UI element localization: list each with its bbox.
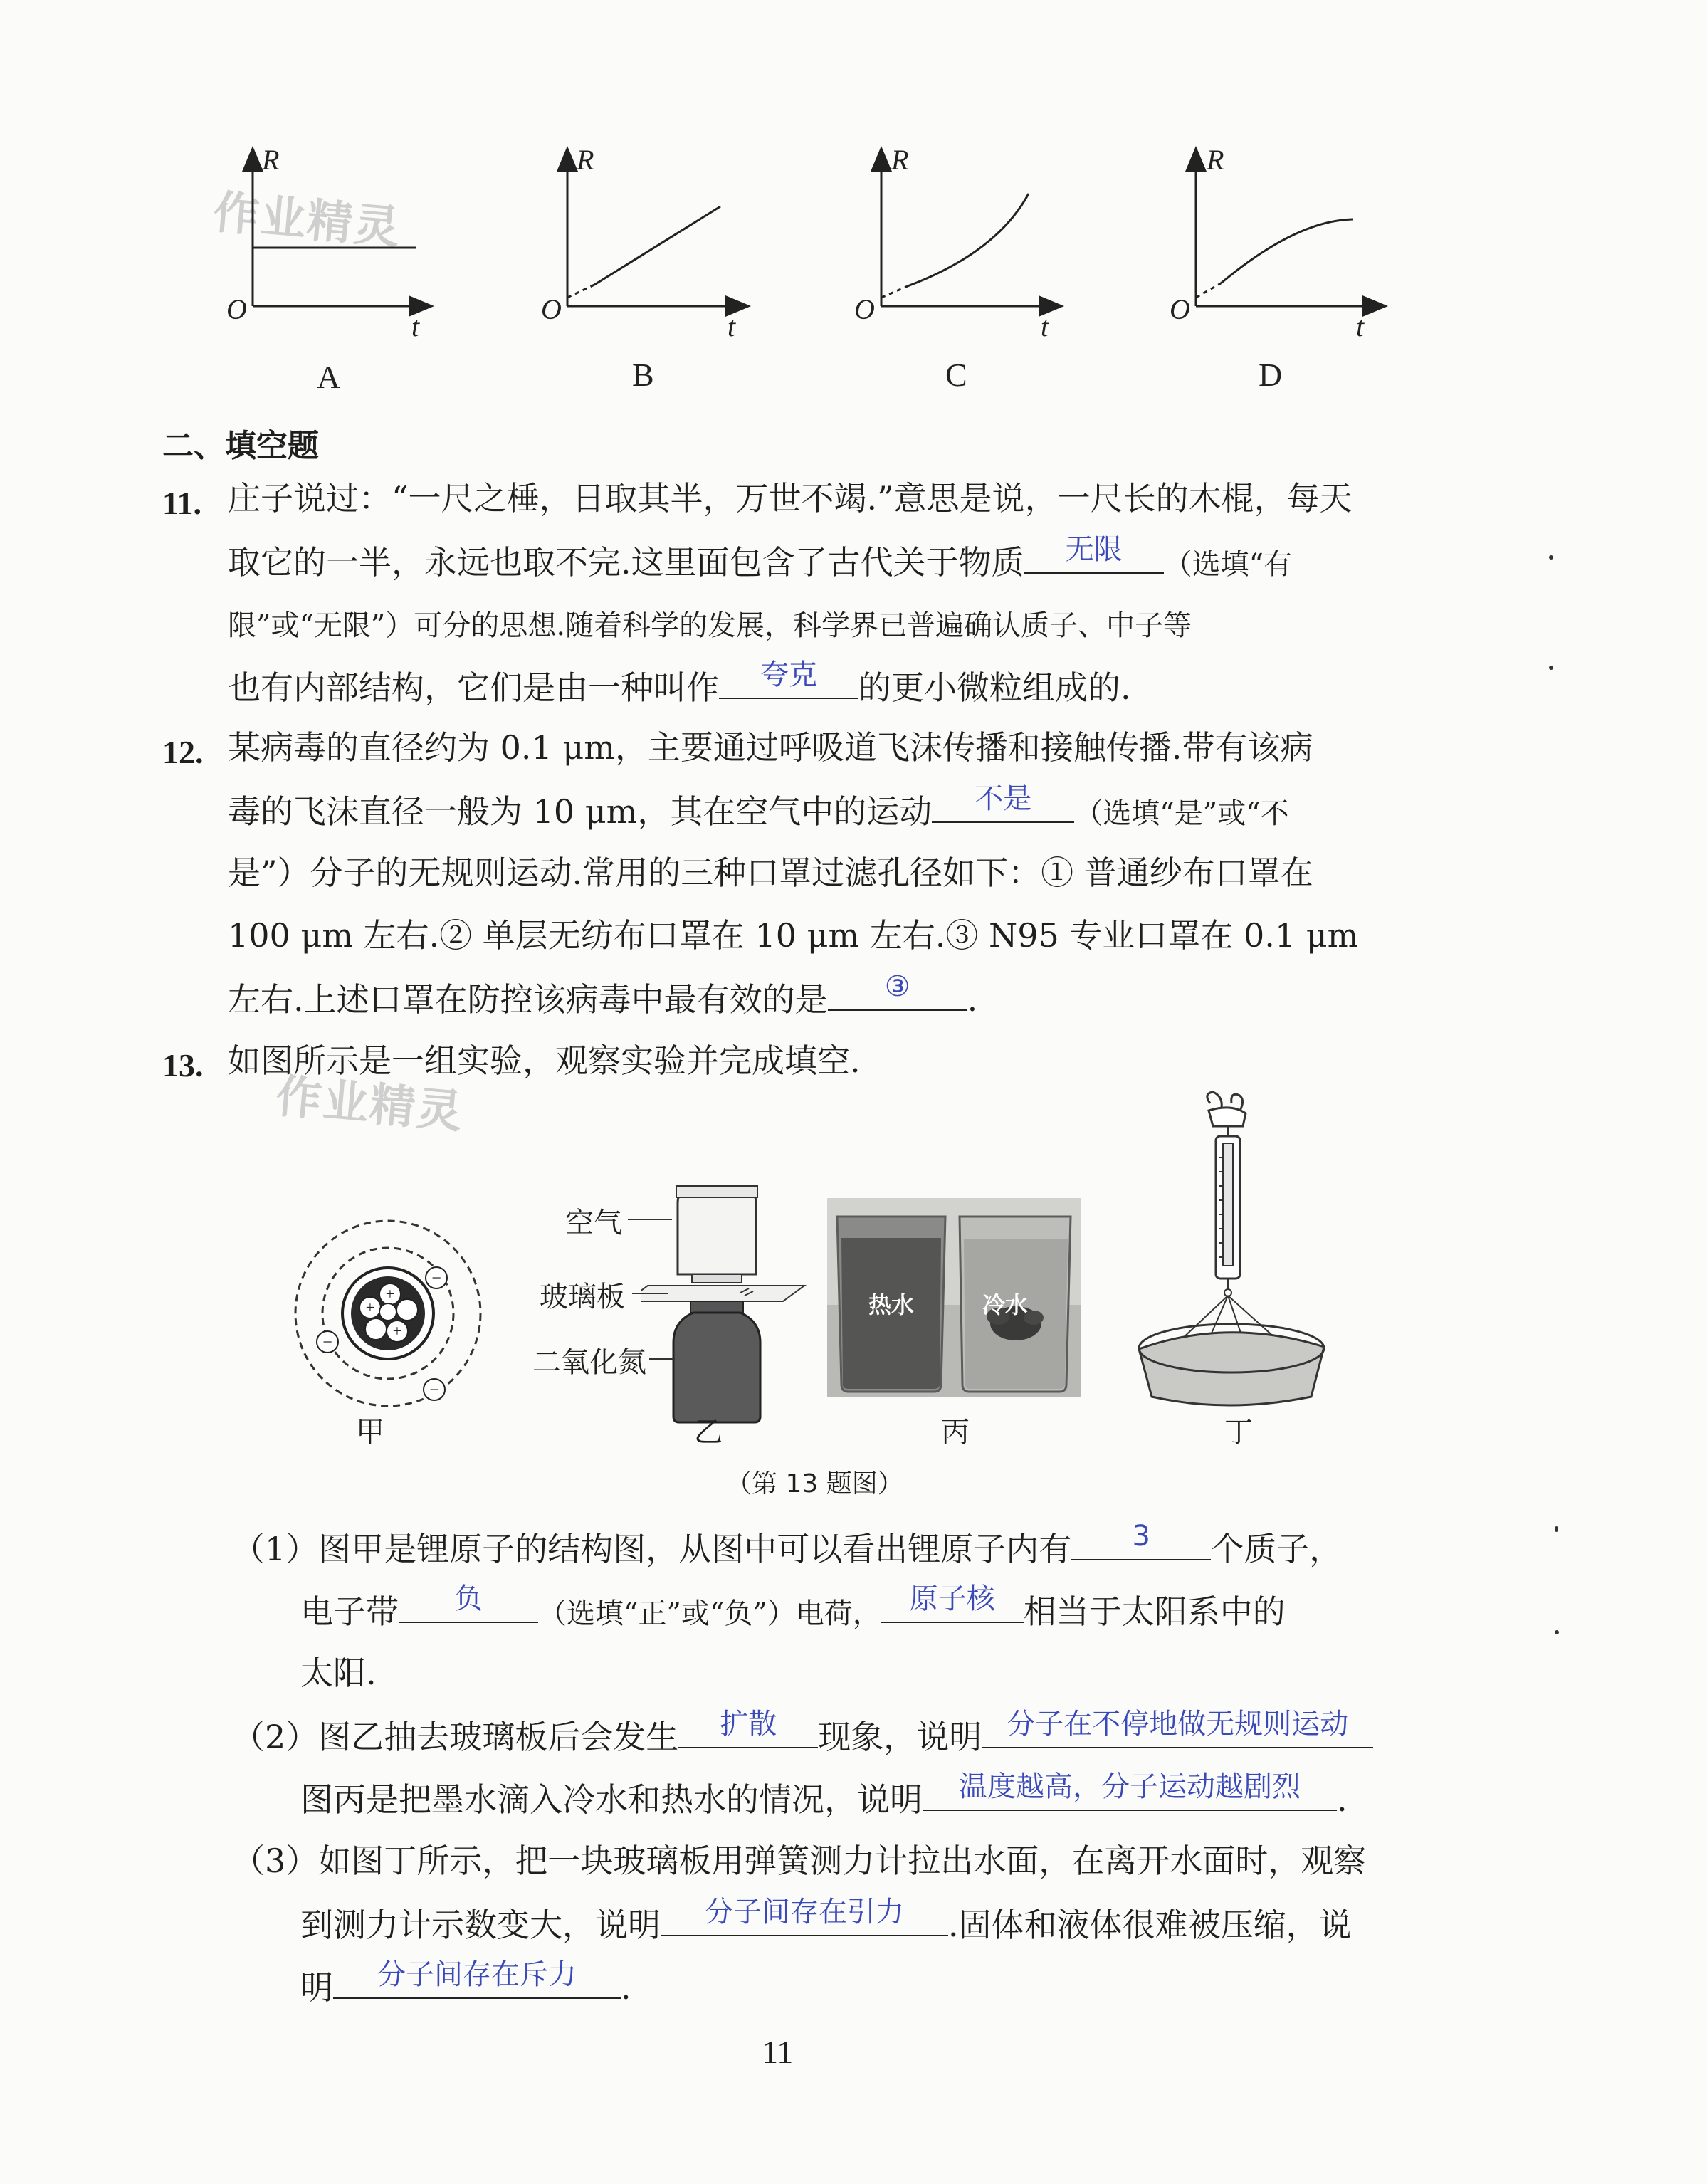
figure-bottles	[641, 1160, 812, 1424]
fig-name-jia: 甲	[356, 1416, 384, 1449]
graph-label-b: B	[632, 357, 654, 393]
figure-spring-scale	[1125, 1089, 1338, 1431]
q13-p1-blank-1[interactable]	[1071, 1516, 1211, 1560]
q13-p3-text-2b: .固体和液体很难被压缩，说	[948, 1906, 1352, 1944]
q12-line-3: 是”）分子的无规则运动.常用的三种口罩过滤孔径如下：① 普通纱布口罩在	[228, 854, 1313, 892]
q13-p1-line-2	[300, 1579, 1286, 1645]
svg-text:−: −	[431, 1269, 441, 1288]
q13-p2-answer-2: 分子在不停地做无规则运动	[1007, 1708, 1349, 1741]
q13-p1-answer-3: 原子核	[909, 1582, 995, 1615]
q12-line-1: 某病毒的直径约为 0.1 μm，主要通过呼吸道飞沫传播和接触传播.带有该病	[228, 728, 1313, 767]
leader-glass	[632, 1293, 668, 1294]
fig-name-bing: 丙	[941, 1416, 970, 1449]
q13-p3-line-2	[300, 1892, 1352, 1956]
q13-p1-blank-2[interactable]	[399, 1579, 538, 1623]
graph-b	[541, 144, 740, 342]
q12-line-4: 100 μm 左右.② 单层无纺布口罩在 10 μm 左右.③ N95 专业口罩在 0.1 μm	[228, 916, 1359, 955]
q13-p1-text-2c: 相当于太阳系中的	[1023, 1592, 1286, 1631]
label-cold: 冷水	[982, 1291, 1029, 1318]
graph-label-a: A	[317, 359, 341, 395]
q13-p3-text-2a: 到测力计示数变大，说明	[300, 1906, 661, 1944]
q11-blank-2[interactable]	[719, 655, 858, 699]
q11-text-3: 限”或“无限”）可分的思想.随着科学的发展，科学界已普遍确认质子、中子等	[228, 609, 1192, 642]
q12-line-5	[228, 967, 977, 1031]
q13-stem: 如图所示是一组实验，观察实验并完成填空.	[228, 1041, 861, 1080]
label-no2: 二氧化氮	[532, 1346, 646, 1379]
q11-text-4a: 也有内部结构，它们是由一种叫作	[228, 668, 719, 707]
graph-b-r: R	[577, 144, 594, 176]
svg-text:−: −	[429, 1381, 439, 1400]
leader-no2	[649, 1358, 675, 1360]
q11-number: 11.	[162, 485, 201, 521]
q13-p2-answer-3: 温度越高，分子运动越剧烈	[959, 1770, 1301, 1803]
q13-p3-blank-2[interactable]	[333, 1955, 621, 1999]
margin-dot	[1549, 666, 1553, 670]
q12-text-5b: .	[967, 980, 978, 1019]
q13-p3-text-3b: .	[621, 1968, 631, 2007]
svg-text:+: +	[385, 1285, 395, 1303]
q13-p1-text-2a: 电子带	[300, 1592, 399, 1631]
q13-p1-text-1b: 个质子，	[1211, 1530, 1343, 1568]
fig-name-yi: 乙	[694, 1416, 723, 1449]
q13-p2-blank-2[interactable]	[982, 1704, 1373, 1748]
graph-b-t: t	[728, 310, 736, 342]
q13-p3-answer-1: 分子间存在引力	[705, 1896, 904, 1928]
watermark-top: 作业精灵	[211, 186, 404, 256]
graph-a-t: t	[411, 310, 420, 342]
label-air: 空气	[565, 1207, 622, 1239]
q12-line-2	[228, 779, 1289, 845]
label-hot: 热水	[868, 1291, 915, 1318]
page-number: 11	[762, 2034, 794, 2070]
q13-p1-text-1a: （1）图甲是锂原子的结构图，从图中可以看出锂原子内有	[232, 1530, 1072, 1568]
graph-c-curve	[908, 194, 1029, 286]
q11-answer-1: 无限	[1065, 533, 1123, 566]
figure-beakers	[827, 1198, 1081, 1397]
q12-blank-2[interactable]	[828, 967, 967, 1011]
q13-p2-answer-1: 扩散	[720, 1708, 777, 1741]
q13-p1-text-2b: （选填“正”或“负”）电荷，	[538, 1597, 881, 1630]
graph-d-curve	[1221, 219, 1353, 283]
leader-air	[628, 1219, 672, 1220]
q11-text-2a: 取它的一半，永远也取不完.这里面包含了古代关于物质	[228, 543, 1024, 582]
q11-blank-1[interactable]	[1024, 530, 1164, 574]
q13-p3-answer-2: 分子间存在斥力	[377, 1958, 577, 1991]
q13-p2-text-1a: （2）图乙抽去玻璃板后会发生	[232, 1718, 679, 1756]
margin-dot	[1555, 1526, 1558, 1532]
q11-text-4b: 的更小微粒组成的.	[858, 668, 1131, 707]
q12-blank-1[interactable]	[932, 779, 1074, 823]
graph-label-d: D	[1259, 357, 1283, 393]
q12-number: 12.	[162, 734, 204, 770]
graph-a-r: R	[262, 144, 280, 176]
q13-p2-text-2b: .	[1337, 1780, 1348, 1819]
svg-text:−: −	[322, 1333, 332, 1352]
q11-answer-2: 夸克	[760, 658, 817, 691]
svg-text:+: +	[392, 1322, 402, 1340]
graph-a	[226, 144, 424, 342]
graph-a-o: O	[226, 293, 247, 325]
q12-answer-2: ③	[884, 970, 910, 1003]
q13-p3-line-3	[300, 1955, 631, 2019]
label-glass: 玻璃板	[540, 1281, 625, 1313]
figure-caption: （第 13 题图）	[726, 1469, 903, 1498]
q11-line-1: 庄子说过：“一尺之棰，日取其半，万世不竭.”意思是说，一尺长的木棍，每天	[228, 479, 1353, 518]
graph-d-o: O	[1170, 293, 1190, 325]
q11-line-4	[228, 655, 1131, 719]
graph-c-r: R	[891, 144, 909, 176]
q13-p2-text-2a: 图丙是把墨水滴入冷水和热水的情况，说明	[300, 1780, 923, 1819]
section-title: 二、填空题	[162, 428, 319, 464]
graph-c-t: t	[1041, 310, 1049, 342]
graph-c	[854, 144, 1054, 342]
q12-text-5a: 左右.上述口罩在防控该病毒中最有效的是	[228, 980, 828, 1019]
graph-b-line	[594, 206, 720, 285]
margin-dot	[1549, 555, 1553, 560]
q12-answer-1: 不是	[975, 782, 1032, 815]
q13-p1-line-1	[232, 1516, 1342, 1580]
q13-p2-line-1	[232, 1704, 1373, 1768]
q13-p3-line-1: （3）如图丁所示，把一块玻璃板用弹簧测力计拉出水面，在离开水面时，观察	[232, 1842, 1367, 1880]
q11-text-2b: （选填“有	[1163, 548, 1293, 581]
watermark-mid: 作业精灵	[273, 1070, 466, 1140]
graph-d	[1170, 144, 1377, 342]
q12-text-2b: （选填“是”或“不	[1074, 797, 1289, 830]
graph-d-t: t	[1356, 310, 1365, 342]
q13-number: 13.	[162, 1047, 204, 1083]
q13-p3-blank-1[interactable]	[661, 1892, 948, 1936]
q12-text-2a: 毒的飞沫直径一般为 10 μm，其在空气中的运动	[228, 792, 933, 831]
q13-p3-text-3a: 明	[300, 1968, 333, 2007]
margin-dot	[1555, 1630, 1559, 1634]
graphs-row	[0, 135, 1707, 413]
graph-label-c: C	[945, 357, 967, 393]
q13-p2-line-2	[300, 1767, 1348, 1831]
graph-b-o: O	[541, 293, 562, 325]
graph-d-r: R	[1207, 144, 1224, 176]
q13-p2-blank-3[interactable]	[923, 1767, 1337, 1811]
graph-c-o: O	[854, 293, 875, 325]
q13-p1-blank-3[interactable]	[881, 1579, 1024, 1623]
q11-line-3	[228, 592, 1192, 657]
fig-name-ding: 丁	[1224, 1416, 1253, 1449]
q13-p1-answer-1: 3	[1132, 1520, 1150, 1553]
q13-p2-text-1b: 现象，说明	[818, 1718, 982, 1756]
q13-p1-answer-2: 负	[454, 1582, 483, 1615]
q13-p2-blank-1[interactable]	[678, 1704, 818, 1748]
q13-p1-line-3: 太阳.	[300, 1654, 377, 1692]
q11-line-2	[228, 530, 1292, 596]
svg-text:+: +	[365, 1298, 375, 1316]
figure-atom	[285, 1210, 491, 1417]
